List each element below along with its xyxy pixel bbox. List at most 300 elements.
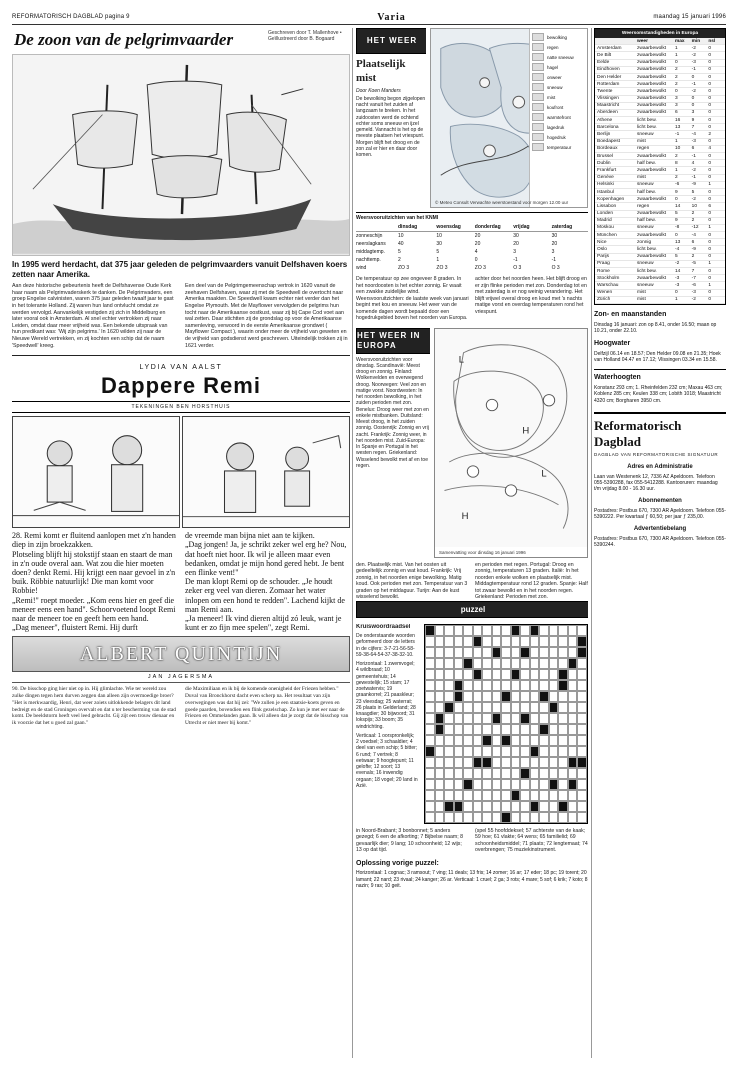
crossword-cell[interactable] <box>482 691 492 702</box>
crossword-cell[interactable] <box>511 735 521 746</box>
city-table-cell: 7 <box>691 268 695 274</box>
crossword-cell[interactable] <box>425 636 435 647</box>
crossword-cell[interactable] <box>558 790 568 801</box>
crossword-cell[interactable] <box>454 625 464 636</box>
crossword-cell[interactable] <box>511 724 521 735</box>
crossword-cell[interactable] <box>539 790 549 801</box>
crossword-cell[interactable] <box>568 647 578 658</box>
crossword-block <box>558 680 568 691</box>
crossword-cell[interactable] <box>577 779 587 790</box>
crossword-cell[interactable] <box>530 713 540 724</box>
crossword-cell[interactable] <box>473 735 483 746</box>
crossword-cell[interactable] <box>520 680 530 691</box>
crossword-cell[interactable] <box>568 636 578 647</box>
crossword-cell[interactable] <box>577 746 587 757</box>
crossword-cell[interactable] <box>520 801 530 812</box>
crossword-cell[interactable] <box>530 724 540 735</box>
crossword-cell[interactable] <box>454 790 464 801</box>
crossword-cell[interactable] <box>558 724 568 735</box>
crossword-cell[interactable] <box>473 691 483 702</box>
crossword-cell[interactable] <box>482 713 492 724</box>
crossword-cell[interactable] <box>511 691 521 702</box>
crossword-cell[interactable] <box>520 812 530 823</box>
crossword-cell[interactable] <box>492 724 502 735</box>
crossword-cell[interactable] <box>501 801 511 812</box>
crossword-cell[interactable] <box>425 812 435 823</box>
crossword-cell[interactable] <box>558 779 568 790</box>
crossword-cell[interactable] <box>492 768 502 779</box>
crossword-cell[interactable] <box>463 702 473 713</box>
crossword-cell[interactable] <box>501 790 511 801</box>
city-table-cell: 1 <box>708 261 711 267</box>
crossword-cell[interactable] <box>511 746 521 757</box>
crossword-cell[interactable] <box>520 757 530 768</box>
crossword-cell[interactable] <box>549 735 559 746</box>
crossword-cell[interactable] <box>501 702 511 713</box>
crossword-cell[interactable] <box>492 636 502 647</box>
crossword-cell[interactable] <box>435 746 445 757</box>
crossword-cell[interactable] <box>444 636 454 647</box>
crossword-cell[interactable] <box>473 746 483 757</box>
crossword-cell[interactable] <box>558 691 568 702</box>
crossword-cell[interactable] <box>549 669 559 680</box>
comic-panel-drawing <box>183 417 349 528</box>
crossword-cell[interactable] <box>549 680 559 691</box>
crossword-cell[interactable] <box>568 625 578 636</box>
crossword-cell[interactable] <box>568 691 578 702</box>
crossword-cell[interactable] <box>549 691 559 702</box>
crossword-cell[interactable] <box>549 647 559 658</box>
crossword-cell[interactable] <box>539 812 549 823</box>
crossword-cell[interactable] <box>539 680 549 691</box>
crossword-cell[interactable] <box>511 702 521 713</box>
crossword-cell[interactable] <box>530 757 540 768</box>
crossword-cell[interactable] <box>463 746 473 757</box>
city-table-cell: -7 <box>691 275 696 281</box>
crossword-cell[interactable] <box>492 702 502 713</box>
crossword-cell[interactable] <box>482 702 492 713</box>
crossword-cell[interactable] <box>454 636 464 647</box>
crossword-cell[interactable] <box>463 757 473 768</box>
crossword-cell[interactable] <box>530 647 540 658</box>
crossword-cell[interactable] <box>425 647 435 658</box>
crossword-cell[interactable] <box>539 713 549 724</box>
crossword-cell[interactable] <box>511 713 521 724</box>
crossword-cell[interactable] <box>577 801 587 812</box>
city-table-row <box>595 275 725 282</box>
crossword-cell[interactable] <box>482 658 492 669</box>
crossword-cell[interactable] <box>425 658 435 669</box>
crossword-cell[interactable] <box>425 702 435 713</box>
crossword-cell[interactable] <box>492 801 502 812</box>
crossword-cell[interactable] <box>435 779 445 790</box>
crossword-cell[interactable] <box>520 691 530 702</box>
crossword-cell[interactable] <box>568 724 578 735</box>
serial-author: JAN JAGERSMA <box>12 672 350 683</box>
crossword-cell[interactable] <box>425 790 435 801</box>
crossword-cell[interactable] <box>473 801 483 812</box>
city-name: Moskou <box>597 225 614 231</box>
crossword-cell[interactable] <box>549 768 559 779</box>
crossword-cell[interactable] <box>549 713 559 724</box>
legend-item <box>532 103 585 111</box>
crossword-cell[interactable] <box>558 768 568 779</box>
crossword-cell[interactable] <box>435 680 445 691</box>
crossword-block <box>444 702 454 713</box>
crossword-cell[interactable] <box>501 658 511 669</box>
crossword-cell[interactable] <box>539 702 549 713</box>
crossword-cell[interactable] <box>482 746 492 757</box>
weather-headline: Plaatselijk mist <box>356 58 406 84</box>
crossword-cell[interactable] <box>492 746 502 757</box>
crossword-cell[interactable] <box>539 757 549 768</box>
crossword-cell[interactable] <box>501 724 511 735</box>
crossword-cell[interactable] <box>444 625 454 636</box>
crossword-cell[interactable] <box>530 779 540 790</box>
crossword-cell[interactable] <box>558 757 568 768</box>
crossword-cell[interactable] <box>444 647 454 658</box>
ship-drawing <box>13 55 349 254</box>
crossword-cell[interactable] <box>568 768 578 779</box>
crossword-cell[interactable] <box>463 680 473 691</box>
crossword-cell[interactable] <box>454 768 464 779</box>
crossword-cell[interactable] <box>530 636 540 647</box>
crossword-cell[interactable] <box>511 812 521 823</box>
crossword-cell[interactable] <box>577 768 587 779</box>
crossword-cell[interactable] <box>558 625 568 636</box>
crossword-cell[interactable] <box>539 735 549 746</box>
crossword-cell[interactable] <box>501 746 511 757</box>
crossword-grid[interactable] <box>424 624 588 824</box>
crossword-cell[interactable] <box>482 636 492 647</box>
crossword-cell[interactable] <box>520 735 530 746</box>
crossword-cell[interactable] <box>549 790 559 801</box>
crossword-cell[interactable] <box>520 669 530 680</box>
crossword-cell[interactable] <box>520 625 530 636</box>
city-table-cell: -2 <box>691 88 696 94</box>
city-table-row <box>595 290 725 297</box>
crossword-cell[interactable] <box>568 680 578 691</box>
crossword-cell[interactable] <box>539 647 549 658</box>
crossword-block <box>454 680 464 691</box>
crossword-cell[interactable] <box>473 658 483 669</box>
crossword-cell[interactable] <box>577 713 587 724</box>
crossword-cell[interactable] <box>520 779 530 790</box>
crossword-cell[interactable] <box>511 801 521 812</box>
crossword-cell[interactable] <box>501 757 511 768</box>
crossword-cell[interactable] <box>568 713 578 724</box>
crossword-cell[interactable] <box>435 801 445 812</box>
crossword-cell[interactable] <box>501 680 511 691</box>
crossword-cell[interactable] <box>539 669 549 680</box>
crossword-cell[interactable] <box>501 779 511 790</box>
crossword-cell[interactable] <box>463 801 473 812</box>
crossword-cell[interactable] <box>530 658 540 669</box>
crossword-cell[interactable] <box>444 746 454 757</box>
crossword-cell[interactable] <box>577 702 587 713</box>
crossword-cell[interactable] <box>530 735 540 746</box>
crossword-cell[interactable] <box>435 636 445 647</box>
crossword-cell[interactable] <box>425 691 435 702</box>
puzzle-bottom-text <box>356 828 588 854</box>
crossword-cell[interactable] <box>444 713 454 724</box>
crossword-cell[interactable] <box>454 746 464 757</box>
crossword-cell[interactable] <box>492 735 502 746</box>
crossword-cell[interactable] <box>558 658 568 669</box>
crossword-cell[interactable] <box>425 801 435 812</box>
crossword-cell[interactable] <box>473 702 483 713</box>
crossword-cell[interactable] <box>530 691 540 702</box>
city-table-row <box>595 261 725 268</box>
crossword-cell[interactable] <box>463 724 473 735</box>
crossword-cell[interactable] <box>473 680 483 691</box>
crossword-cell[interactable] <box>444 779 454 790</box>
crossword-cell[interactable] <box>577 625 587 636</box>
crossword-cell[interactable] <box>520 636 530 647</box>
crossword-cell[interactable] <box>435 768 445 779</box>
crossword-cell[interactable] <box>454 757 464 768</box>
crossword-cell[interactable] <box>511 768 521 779</box>
crossword-cell[interactable] <box>568 702 578 713</box>
city-name: Wenen <box>597 290 613 296</box>
crossword-cell[interactable] <box>511 647 521 658</box>
sun-moon-text: Dinsdag 16 januari: zon op 8.41, onder 16.50; maan op 10.21, onder 22.10. <box>594 321 717 334</box>
crossword-cell[interactable] <box>454 702 464 713</box>
crossword-cell[interactable] <box>492 691 502 702</box>
city-table-cell: 0 <box>708 167 711 173</box>
crossword-cell[interactable] <box>482 801 492 812</box>
crossword-cell[interactable] <box>482 669 492 680</box>
crossword-cell[interactable] <box>492 812 502 823</box>
city-table-row <box>595 124 725 131</box>
crossword-cell[interactable] <box>539 658 549 669</box>
city-name: Eindhoven <box>597 67 620 73</box>
city-table-cell: 0 <box>708 211 711 217</box>
crossword-cell[interactable] <box>577 790 587 801</box>
crossword-cell[interactable] <box>463 669 473 680</box>
crossword-cell[interactable] <box>539 636 549 647</box>
crossword-cell[interactable] <box>473 768 483 779</box>
crossword-cell[interactable] <box>568 801 578 812</box>
crossword-cell[interactable] <box>577 724 587 735</box>
crossword-cell[interactable] <box>492 669 502 680</box>
city-table-row <box>595 139 725 146</box>
crossword-cell[interactable] <box>492 779 502 790</box>
crossword-cell[interactable] <box>435 702 445 713</box>
crossword-cell[interactable] <box>501 669 511 680</box>
crossword-cell[interactable] <box>501 713 511 724</box>
crossword-cell[interactable] <box>511 680 521 691</box>
crossword-cell[interactable] <box>444 812 454 823</box>
crossword-cell[interactable] <box>520 724 530 735</box>
crossword-cell[interactable] <box>558 713 568 724</box>
crossword-cell[interactable] <box>444 768 454 779</box>
crossword-cell[interactable] <box>482 680 492 691</box>
crossword-cell[interactable] <box>558 746 568 757</box>
crossword-cell[interactable] <box>435 669 445 680</box>
crossword-cell[interactable] <box>454 713 464 724</box>
crossword-cell[interactable] <box>558 812 568 823</box>
puzzle-intro: De onderstaande woorden geformeerd door de letters in de cijfers: 3-7-21-56-58-59-38-64-54-37-38-32-10. <box>356 633 415 658</box>
crossword-cell[interactable] <box>473 713 483 724</box>
crossword-cell[interactable] <box>444 691 454 702</box>
crossword-cell[interactable] <box>568 812 578 823</box>
city-table-cell: 0 <box>691 96 695 102</box>
city-table-cell: 0 <box>708 81 711 87</box>
crossword-cell[interactable] <box>577 658 587 669</box>
forecast-cell: 1 <box>436 257 440 263</box>
crossword-cell[interactable] <box>473 790 483 801</box>
crossword-cell[interactable] <box>549 801 559 812</box>
crossword-cell[interactable] <box>454 724 464 735</box>
crossword-cell[interactable] <box>435 691 445 702</box>
crossword-cell[interactable] <box>463 768 473 779</box>
crossword-block <box>473 757 483 768</box>
crossword-cell[interactable] <box>511 636 521 647</box>
crossword-cell[interactable] <box>482 724 492 735</box>
crossword-cell[interactable] <box>492 625 502 636</box>
crossword-cell[interactable] <box>425 669 435 680</box>
crossword-cell[interactable] <box>454 812 464 823</box>
crossword-cell[interactable] <box>568 790 578 801</box>
crossword-cell[interactable] <box>530 669 540 680</box>
crossword-cell[interactable] <box>463 647 473 658</box>
crossword-cell[interactable] <box>454 658 464 669</box>
crossword-cell[interactable] <box>511 779 521 790</box>
crossword-block <box>501 735 511 746</box>
crossword-cell[interactable] <box>539 779 549 790</box>
legend-swatch <box>532 93 544 101</box>
crossword-cell[interactable] <box>444 790 454 801</box>
crossword-cell[interactable] <box>492 757 502 768</box>
crossword-cell[interactable] <box>425 735 435 746</box>
crossword-cell[interactable] <box>530 812 540 823</box>
crossword-cell[interactable] <box>501 636 511 647</box>
crossword-cell[interactable] <box>577 812 587 823</box>
crossword-cell[interactable] <box>482 812 492 823</box>
crossword-cell[interactable] <box>435 735 445 746</box>
crossword-cell[interactable] <box>520 746 530 757</box>
crossword-cell[interactable] <box>539 746 549 757</box>
crossword-cell[interactable] <box>501 625 511 636</box>
crossword-cell[interactable] <box>549 625 559 636</box>
weather-legend <box>529 29 587 207</box>
crossword-cell[interactable] <box>549 757 559 768</box>
crossword-cell[interactable] <box>444 658 454 669</box>
crossword-cell[interactable] <box>539 801 549 812</box>
crossword-cell[interactable] <box>444 724 454 735</box>
crossword-cell[interactable] <box>425 724 435 735</box>
crossword-cell[interactable] <box>501 647 511 658</box>
crossword-cell[interactable] <box>530 702 540 713</box>
crossword-cell[interactable] <box>454 779 464 790</box>
crossword-cell[interactable] <box>425 680 435 691</box>
crossword-cell[interactable] <box>463 812 473 823</box>
crossword-cell[interactable] <box>520 790 530 801</box>
crossword-cell[interactable] <box>549 812 559 823</box>
crossword-cell[interactable] <box>444 757 454 768</box>
crossword-cell[interactable] <box>435 647 445 658</box>
crossword-cell[interactable] <box>549 658 559 669</box>
crossword-cell[interactable] <box>425 757 435 768</box>
crossword-cell[interactable] <box>511 757 521 768</box>
crossword-cell[interactable] <box>520 702 530 713</box>
crossword-cell[interactable] <box>482 625 492 636</box>
crossword-cell[interactable] <box>463 636 473 647</box>
crossword-cell[interactable] <box>549 724 559 735</box>
forecast-cell: 30 <box>513 233 519 239</box>
crossword-cell[interactable] <box>549 746 559 757</box>
crossword-cell[interactable] <box>530 680 540 691</box>
crossword-cell[interactable] <box>473 724 483 735</box>
crossword-cell[interactable] <box>425 713 435 724</box>
crossword-cell[interactable] <box>577 680 587 691</box>
crossword-cell[interactable] <box>530 790 540 801</box>
crossword-cell[interactable] <box>473 779 483 790</box>
crossword-cell[interactable] <box>577 669 587 680</box>
crossword-cell[interactable] <box>549 636 559 647</box>
crossword-cell[interactable] <box>463 713 473 724</box>
crossword-cell[interactable] <box>558 647 568 658</box>
crossword-cell[interactable] <box>444 735 454 746</box>
city-table-header-cell: max <box>675 38 685 44</box>
crossword-cell[interactable] <box>454 669 464 680</box>
crossword-cell[interactable] <box>577 735 587 746</box>
crossword-cell[interactable] <box>435 757 445 768</box>
crossword-cell[interactable] <box>463 625 473 636</box>
crossword-cell[interactable] <box>425 779 435 790</box>
crossword-cell[interactable] <box>568 669 578 680</box>
crossword-cell[interactable] <box>511 658 521 669</box>
crossword-cell[interactable] <box>492 680 502 691</box>
crossword-cell[interactable] <box>482 779 492 790</box>
crossword-cell[interactable] <box>492 658 502 669</box>
crossword-cell[interactable] <box>558 702 568 713</box>
crossword-cell[interactable] <box>463 790 473 801</box>
crossword-cell[interactable] <box>454 647 464 658</box>
crossword-cell[interactable] <box>473 812 483 823</box>
crossword-cell[interactable] <box>473 625 483 636</box>
crossword-cell[interactable] <box>473 647 483 658</box>
crossword-cell[interactable] <box>539 625 549 636</box>
crossword-cell[interactable] <box>444 669 454 680</box>
crossword-cell[interactable] <box>463 691 473 702</box>
crossword-cell[interactable] <box>577 691 587 702</box>
crossword-cell[interactable] <box>482 790 492 801</box>
crossword-cell[interactable] <box>482 647 492 658</box>
crossword-cell[interactable] <box>435 790 445 801</box>
crossword-cell[interactable] <box>558 636 568 647</box>
comic-illustrator: TEKENINGEN BEN HORSTHUIS <box>12 401 350 410</box>
crossword-cell[interactable] <box>435 625 445 636</box>
crossword-cell[interactable] <box>454 735 464 746</box>
crossword-cell[interactable] <box>568 735 578 746</box>
crossword-cell[interactable] <box>463 735 473 746</box>
city-table-rows <box>595 45 725 304</box>
crossword-cell[interactable] <box>530 768 540 779</box>
crossword-cell[interactable] <box>539 768 549 779</box>
crossword-cell[interactable] <box>435 658 445 669</box>
crossword-cell[interactable] <box>435 812 445 823</box>
crossword-cell[interactable] <box>482 768 492 779</box>
crossword-cell[interactable] <box>520 658 530 669</box>
crossword-cell[interactable] <box>501 768 511 779</box>
crossword-cell[interactable] <box>492 790 502 801</box>
crossword-cell[interactable] <box>568 746 578 757</box>
crossword-cell[interactable] <box>425 768 435 779</box>
crossword-cell[interactable] <box>558 735 568 746</box>
crossword-cell[interactable] <box>444 680 454 691</box>
